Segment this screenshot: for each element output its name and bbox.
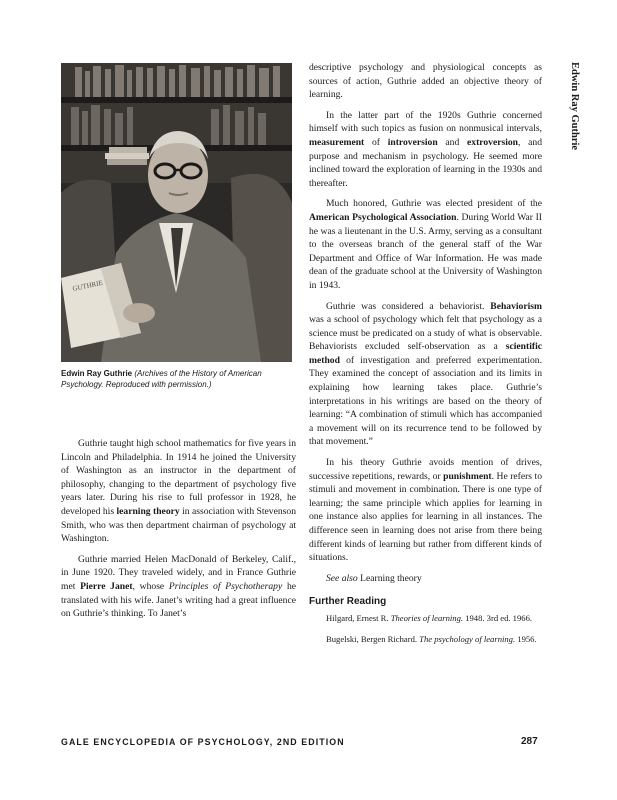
portrait-photo [61,63,292,362]
paragraph [61,553,296,621]
ref-author: Bugelski, Bergen Richard. [326,633,420,644]
see-also-link: Learning theory [357,572,422,584]
term-link-behaviorism: Behaviorism [490,300,542,312]
term-link-scientific-method: scientific method [309,341,542,366]
term-link-punishment: punishment [443,470,492,482]
ref-details: 1956. [515,633,537,644]
text-run: In the latter part of the 1920s Guthrie concerned himself with such topics as fusion on nonmusical intervals, [309,109,542,135]
paragraph [309,456,542,565]
footer-title: GALE ENCYCLOPEDIA OF PSYCHOLOGY, 2ND EDITION [61,737,345,747]
book-title: Principles of Psychotherapy [168,580,283,592]
text-run: of [364,136,388,148]
term-link-extroversion: extroversion [467,136,518,148]
text-run: . During World War II he was a lieutenant in the U.S. Army, serving as a consultant to the overseas branch of the general staff of the War Department and Office of War Information. He was made dean of the graduate school at the University of Washington in 1943. [309,211,542,291]
text-run: he translated with his wife. Janet’s writing had a great influence on Guthrie’s thinking. To Janet’s [61,580,296,620]
right-column [309,61,542,654]
photo-caption [61,369,296,390]
term-link-measurement: measurement [309,136,365,148]
paragraph [61,437,296,546]
paragraph [309,109,542,191]
ref-title: Theories of learning. [390,612,464,623]
text-run: , whose [132,580,169,592]
see-also-label: See also [326,572,358,584]
term-link-learning-theory: learning theory [116,505,180,517]
text-run: and [437,136,468,148]
text-run: Guthrie taught high school mathematics for five years in Lincoln and Philadelphia. In 1914 he joined the University of Washington as an instructor in the department of philosophy, changing to the department of psychology five years later. During his rise to full professor in 1928, he developed his [61,438,296,517]
text-run: . He refers to stimuli and movement in combination. There is one type of learning; the same principle which applies for learning in one instance also applies for learning in all instances. The difference seen in learning does not arise from there being different kinds of learning but rather from different kinds of situations. [309,470,542,564]
term-link-apa: American Psychological Association [309,211,457,223]
text-run: Guthrie married Helen MacDonald of Berkeley, Calif., in June 1920. They traveled widely, and in France Guthrie met [61,553,296,592]
further-reading-heading: Further Reading [309,596,387,608]
ref-details: 1948. 3rd ed. 1966. [463,612,533,623]
ref-author: Hilgard, Ernest R. [326,612,391,623]
text-run: in association with Stevenson Smith, who was then department chairman of psychology at Washington. [61,505,296,545]
text-run: Guthrie was considered a behaviorist. [326,300,491,312]
reference-item [309,633,542,647]
text-run: of investigation and preferred experimentation. They examined the concept of association and its limits in explaining how learning takes place. Guthrie’s interpretations in his writings are based on the theory of learning: “A combination of stimuli which has accompanied a movement will on its recurrence tend to be followed by that movement.” [309,354,542,448]
paragraph [309,300,542,450]
text-run: was a school of psychology which felt that psychology as a science must be predicated on a study of what is observable. Behaviorists excluded self-observation as a [309,314,542,353]
portrait-illustration [61,63,292,362]
page-number: 287 [521,736,538,747]
reference-item [309,612,542,626]
left-column [61,437,296,628]
paragraph: descriptive psychology and physiological concepts as sources of action, Guthrie added an objective theory of learning. [309,62,542,101]
running-head [566,62,580,172]
text-run: , and purpose and mechanism in psychology. He seemed more inclined toward the exploration of learning in the 1930s and thereafter. [309,136,542,189]
paragraph [309,197,542,292]
term-link-pierre-janet: Pierre Janet [80,580,133,592]
caption-credit: (Archives of the History of American Psychology. Reproduced with permission.) [61,369,262,389]
term-link-introversion: introversion [387,136,438,148]
running-head-text: Edwin Ray Guthrie [569,62,580,151]
caption-name: Edwin Ray Guthrie [61,369,133,378]
see-also [309,572,542,586]
svg-text:GUTHRIE: GUTHRIE [71,278,104,293]
text-run: In his theory Guthrie avoids mention of drives, successive repetitions, rewards, or [309,457,542,482]
ref-title: The psychology of learning. [419,633,516,644]
text-run: Much honored, Guthrie was elected president of the [326,198,542,210]
